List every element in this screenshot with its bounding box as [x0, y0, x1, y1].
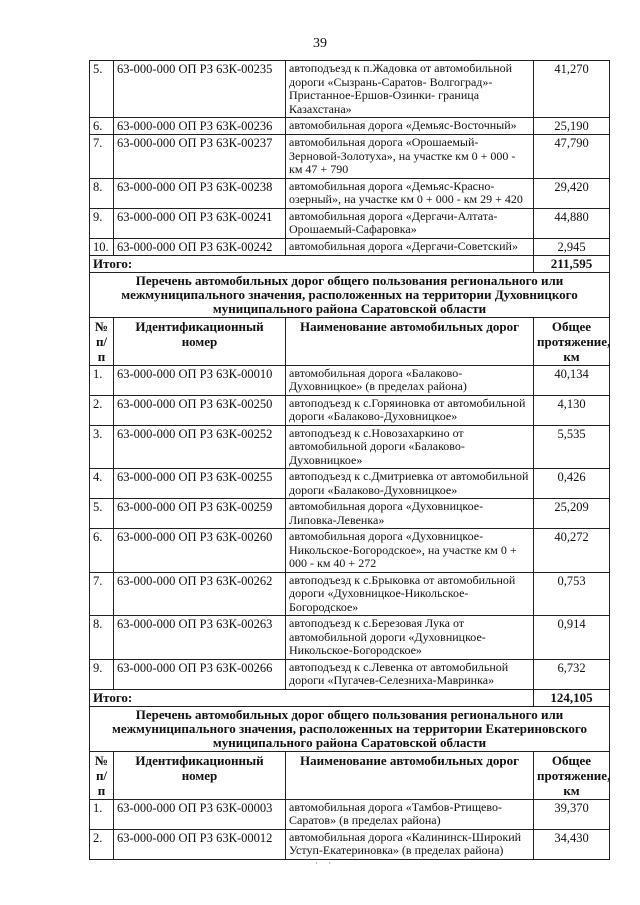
row-number: 9.	[90, 208, 114, 238]
row-length: 2,945	[534, 238, 610, 255]
row-length: 47,790	[534, 135, 610, 179]
table-row	[90, 365, 610, 395]
row-length: 25,209	[534, 499, 610, 529]
row-road-name: автоподъезд к с.Дмитриевка от автомобильной дороги «Балаково-Духовницкое»	[286, 469, 534, 499]
row-road-name: автомобильная дорога «Демьяс-Восточный»	[286, 118, 534, 135]
row-identifier: 63-000-000 ОП РЗ 63К-00236	[114, 118, 286, 135]
row-road-name: автоподъезд к с.Левенка от автомобильной дороги «Пугачев-Селезниха-Мавринка»	[286, 659, 534, 689]
row-road-name: автомобильная дорога «Дергачи-Советский»	[286, 238, 534, 255]
row-length: 44,880	[534, 208, 610, 238]
row-identifier: 63-000-000 ОП РЗ 63К-00012	[114, 829, 286, 859]
row-length: 25,190	[534, 118, 610, 135]
row-number: 6.	[90, 529, 114, 573]
column-header-row	[90, 317, 610, 365]
row-identifier: 63-000-000 ОП РЗ 63К-00250	[114, 395, 286, 425]
row-identifier: 63-000-000 ОП РЗ 63К-00263	[114, 616, 286, 660]
row-road-name: автомобильная дорога «Балаково-Духовницкое» (в пределах района)	[286, 365, 534, 395]
row-number: 4.	[90, 469, 114, 499]
total-label: Итого:	[90, 689, 534, 706]
row-number: 8.	[90, 616, 114, 660]
row-identifier: 63-000-000 ОП РЗ 63К-00241	[114, 208, 286, 238]
column-header-length: Общее протяжение, км	[534, 317, 610, 365]
table-row	[90, 499, 610, 529]
table-row	[90, 799, 610, 829]
row-length: 5,535	[534, 425, 610, 469]
row-number: 1.	[90, 365, 114, 395]
column-header-name: Наименование автомобильных дорог	[286, 751, 534, 799]
row-identifier: 63-000-000 ОП РЗ 63К-00238	[114, 178, 286, 208]
row-road-name: автомобильная дорога «Духовницкое-Липовка-Левенка»	[286, 499, 534, 529]
row-number: 9.	[90, 659, 114, 689]
column-header-name: Наименование автомобильных дорог	[286, 317, 534, 365]
row-identifier: 63-000-000 ОП РЗ 63К-00262	[114, 572, 286, 616]
total-label: Итого:	[90, 255, 534, 272]
row-length: 4,130	[534, 395, 610, 425]
column-header-id: Идентификационный номер	[114, 751, 286, 799]
table-row	[90, 529, 610, 573]
row-number: 7.	[90, 135, 114, 179]
column-header-id: Идентификационный номер	[114, 317, 286, 365]
row-length: 40,272	[534, 529, 610, 573]
total-value: 124,105	[534, 689, 610, 706]
row-number: 7.	[90, 572, 114, 616]
section-heading: Перечень автомобильных дорог общего пользования регионального или межмуниципального значения, расположенных на территории Екатериновского муниципального района Саратовской области	[90, 706, 610, 751]
row-road-name: автомобильная дорога «Демьяс-Красно-озерный», на участке км 0 + 000 - км 29 + 420	[286, 178, 534, 208]
row-road-name: автомобильная дорога «Орошаемый-Зерновой-Золотуха», на участке км 0 + 000 - км 47 + 790	[286, 135, 534, 179]
row-length: 6,732	[534, 659, 610, 689]
row-number: 6.	[90, 118, 114, 135]
row-length: 0,426	[534, 469, 610, 499]
row-number: 5.	[90, 61, 114, 118]
section-heading-row	[90, 272, 610, 317]
row-number: 8.	[90, 178, 114, 208]
table-row	[90, 572, 610, 616]
table-row	[90, 616, 610, 660]
column-header-number: № п/п	[90, 751, 114, 799]
total-row	[90, 255, 610, 272]
row-number: 2.	[90, 395, 114, 425]
row-identifier: 63-000-000 ОП РЗ 63К-00252	[114, 425, 286, 469]
total-row	[90, 689, 610, 706]
row-road-name: автомобильная дорога «Дергачи-Алтата-Орошаемый-Сафаровка»	[286, 208, 534, 238]
table-row	[90, 469, 610, 499]
row-road-name: автомобильная дорога «Тамбов-Ртищево-Саратов» (в пределах района)	[286, 799, 534, 829]
row-identifier: 63-000-000 ОП РЗ 63К-00260	[114, 529, 286, 573]
row-road-name: автоподъезд к с.Горяиновка от автомобильной дороги «Балаково-Духовницкое»	[286, 395, 534, 425]
row-identifier: 63-000-000 ОП РЗ 63К-00259	[114, 499, 286, 529]
row-length: 0,753	[534, 572, 610, 616]
row-length: 0,914	[534, 616, 610, 660]
column-header-number: № п/п	[90, 317, 114, 365]
row-road-name: автоподъезд к п.Жадовка от автомобильной дороги «Сызрань-Саратов- Волгоград»-Пристанное-Ершов-Озинки- граница Казахстана»	[286, 61, 534, 118]
row-road-name: автомобильная дорога «Духовницкое-Никольское-Богородское», на участке км 0 + 000 - км 40 + 272	[286, 529, 534, 573]
row-number: 3.	[90, 425, 114, 469]
row-road-name: автоподъезд к с.Брыковка от автомобильной дороги «Духовницкое-Никольское-Богородское»	[286, 572, 534, 616]
row-road-name: автомобильная дорога «Калининск-Широкий Уступ-Екатериновка» (в пределах района)	[286, 829, 534, 859]
row-identifier: 63-000-000 ОП РЗ 63К-00266	[114, 659, 286, 689]
row-length: 29,420	[534, 178, 610, 208]
table-row	[90, 829, 610, 859]
row-number: 5.	[90, 499, 114, 529]
row-identifier: 63-000-000 ОП РЗ 63К-00010	[114, 365, 286, 395]
page-number: 39	[313, 36, 327, 51]
table-row	[90, 178, 610, 208]
row-road-name: автоподъезд к с.Новозахаркино от автомобильной дороги «Балаково-Духовницкое»	[286, 425, 534, 469]
section-heading: Перечень автомобильных дорог общего пользования регионального или межмуниципального значения, расположенных на территории Духовницкого муниципального района Саратовской области	[90, 272, 610, 317]
table-row	[90, 61, 610, 118]
total-value: 211,595	[534, 255, 610, 272]
row-number: 10.	[90, 238, 114, 255]
row-length: 41,270	[534, 61, 610, 118]
row-number: 2.	[90, 829, 114, 859]
scan-speck: · ·	[315, 858, 336, 868]
section-heading-row	[90, 706, 610, 751]
row-road-name: автоподъезд к с.Березовая Лука от автомобильной дороги «Духовницкое-Никольское-Богородское»	[286, 616, 534, 660]
table-row	[90, 425, 610, 469]
column-header-length: Общее протяжение, км	[534, 751, 610, 799]
row-number: 1.	[90, 799, 114, 829]
row-identifier: 63-000-000 ОП РЗ 63К-00255	[114, 469, 286, 499]
table-row	[90, 208, 610, 238]
row-length: 39,370	[534, 799, 610, 829]
table-row	[90, 135, 610, 179]
roads-table	[89, 60, 610, 860]
table-row	[90, 238, 610, 255]
row-identifier: 63-000-000 ОП РЗ 63К-00235	[114, 61, 286, 118]
column-header-row	[90, 751, 610, 799]
roads-table-body	[90, 61, 610, 860]
table-row	[90, 395, 610, 425]
row-length: 34,430	[534, 829, 610, 859]
table-row	[90, 659, 610, 689]
table-row	[90, 118, 610, 135]
row-length: 40,134	[534, 365, 610, 395]
row-identifier: 63-000-000 ОП РЗ 63К-00237	[114, 135, 286, 179]
row-identifier: 63-000-000 ОП РЗ 63К-00003	[114, 799, 286, 829]
row-identifier: 63-000-000 ОП РЗ 63К-00242	[114, 238, 286, 255]
